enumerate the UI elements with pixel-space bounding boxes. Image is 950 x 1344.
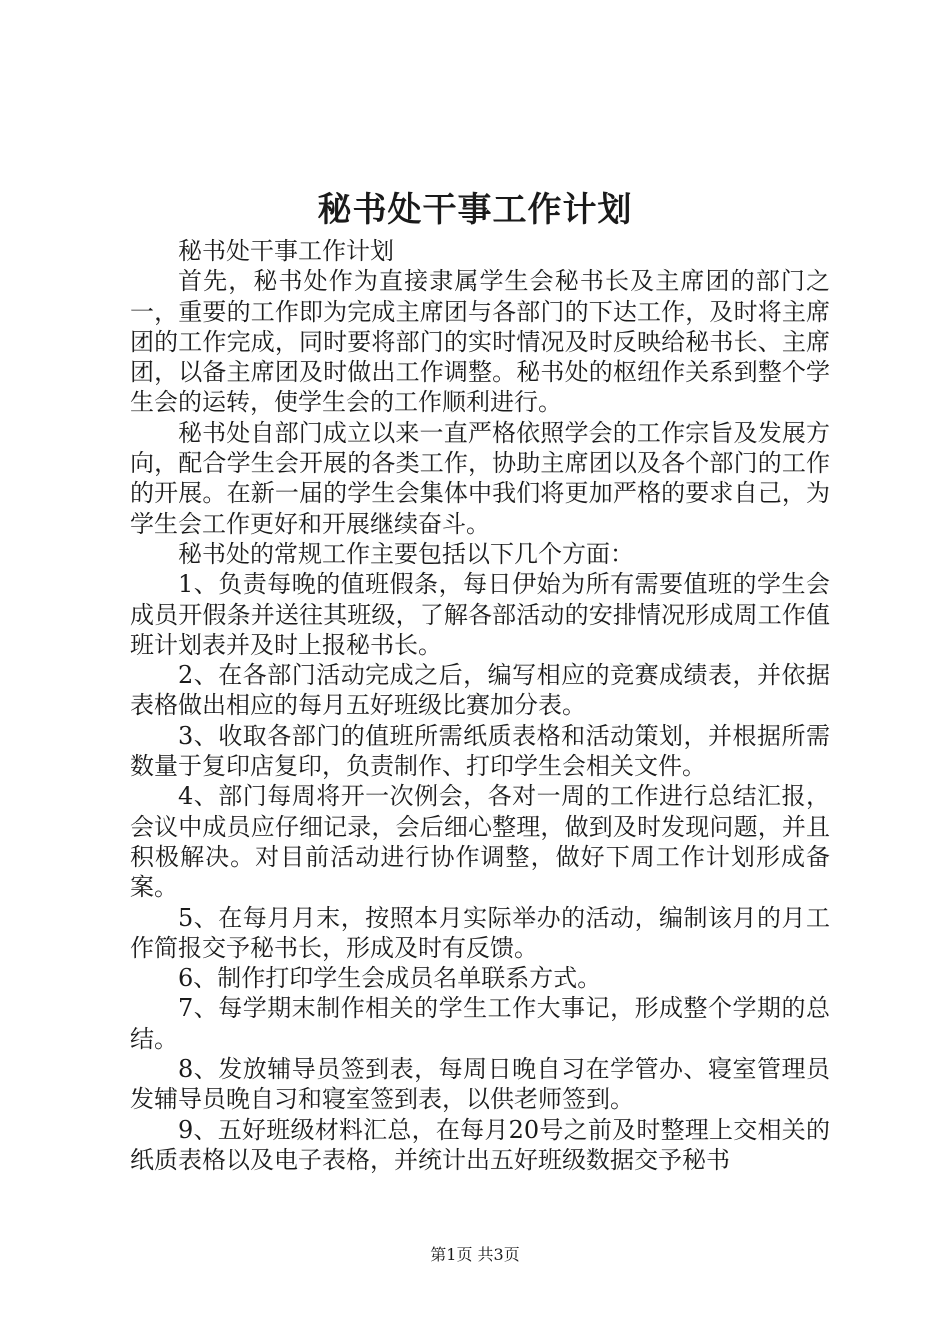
- list-item-4: 4、部门每周将开一次例会，各对一周的工作进行总结汇报，会议中成员应仔细记录，会后细心整理，做到及时发现问题，并且积极解决。对目前活动进行协作调整，做好下周工作计划形成备案。: [130, 782, 830, 902]
- document-body: [130, 236, 830, 1175]
- paragraph-history: 秘书处自部门成立以来一直严格依照学会的工作宗旨及发展方向，配合学生会开展的各类工作，协助主席团以及各个部门的工作的开展。在新一届的学生会集体中我们将更加严格的要求自己，为学生会工作更好和开展继续奋斗。: [130, 418, 830, 538]
- list-item-8: 8、发放辅导员签到表，每周日晚自习在学管办、寝室管理员发辅导员晚自习和寝室签到表，以供老师签到。: [130, 1055, 830, 1114]
- page-number: 第1页 共3页: [430, 1245, 520, 1264]
- document-title: 秘书处干事工作计划: [317, 190, 633, 230]
- list-item-6: 6、制作打印学生会成员名单联系方式。: [178, 964, 602, 993]
- list-item-9: 9、五好班级材料汇总，在每月20号之前及时整理上交相关的纸质表格以及电子表格，并统计出五好班级数据交予秘书: [130, 1115, 830, 1174]
- paragraph-list-heading: 秘书处的常规工作主要包括以下几个方面：: [178, 539, 634, 568]
- list-item-3: 3、收取各部门的值班所需纸质表格和活动策划，并根据所需数量于复印店复印，负责制作、打印学生会相关文件。: [130, 721, 830, 781]
- list-item-5: 5、在每月月末，按照本月实际举办的活动，编制该月的月工作简报交予秘书长，形成及时有反馈。: [130, 903, 830, 962]
- list-item-1: 1、负责每晚的值班假条，每日伊始为所有需要值班的学生会成员开假条并送往其班级，了解各部活动的安排情况形成周工作值班计划表并及时上报秘书长。: [130, 570, 830, 659]
- paragraph-intro: 首先，秘书处作为直接隶属学生会秘书长及主席团的部门之一，重要的工作即为完成主席团与各部门的下达工作，及时将主席团的工作完成，同时要将部门的实时情况及时反映给秘书长、主席团，以备主席团及时做出工作调整。秘书处的枢纽作关系到整个学生会的运转，使学生会的工作顺利进行。: [130, 267, 830, 417]
- paragraph-subtitle: 秘书处干事工作计划: [178, 237, 394, 265]
- list-item-2: 2、在各部门活动完成之后，编写相应的竞赛成绩表，并依据表格做出相应的每月五好班级比赛加分表。: [130, 661, 830, 720]
- list-item-7: 7、每学期末制作相关的学生工作大事记，形成整个学期的总结。: [130, 994, 830, 1053]
